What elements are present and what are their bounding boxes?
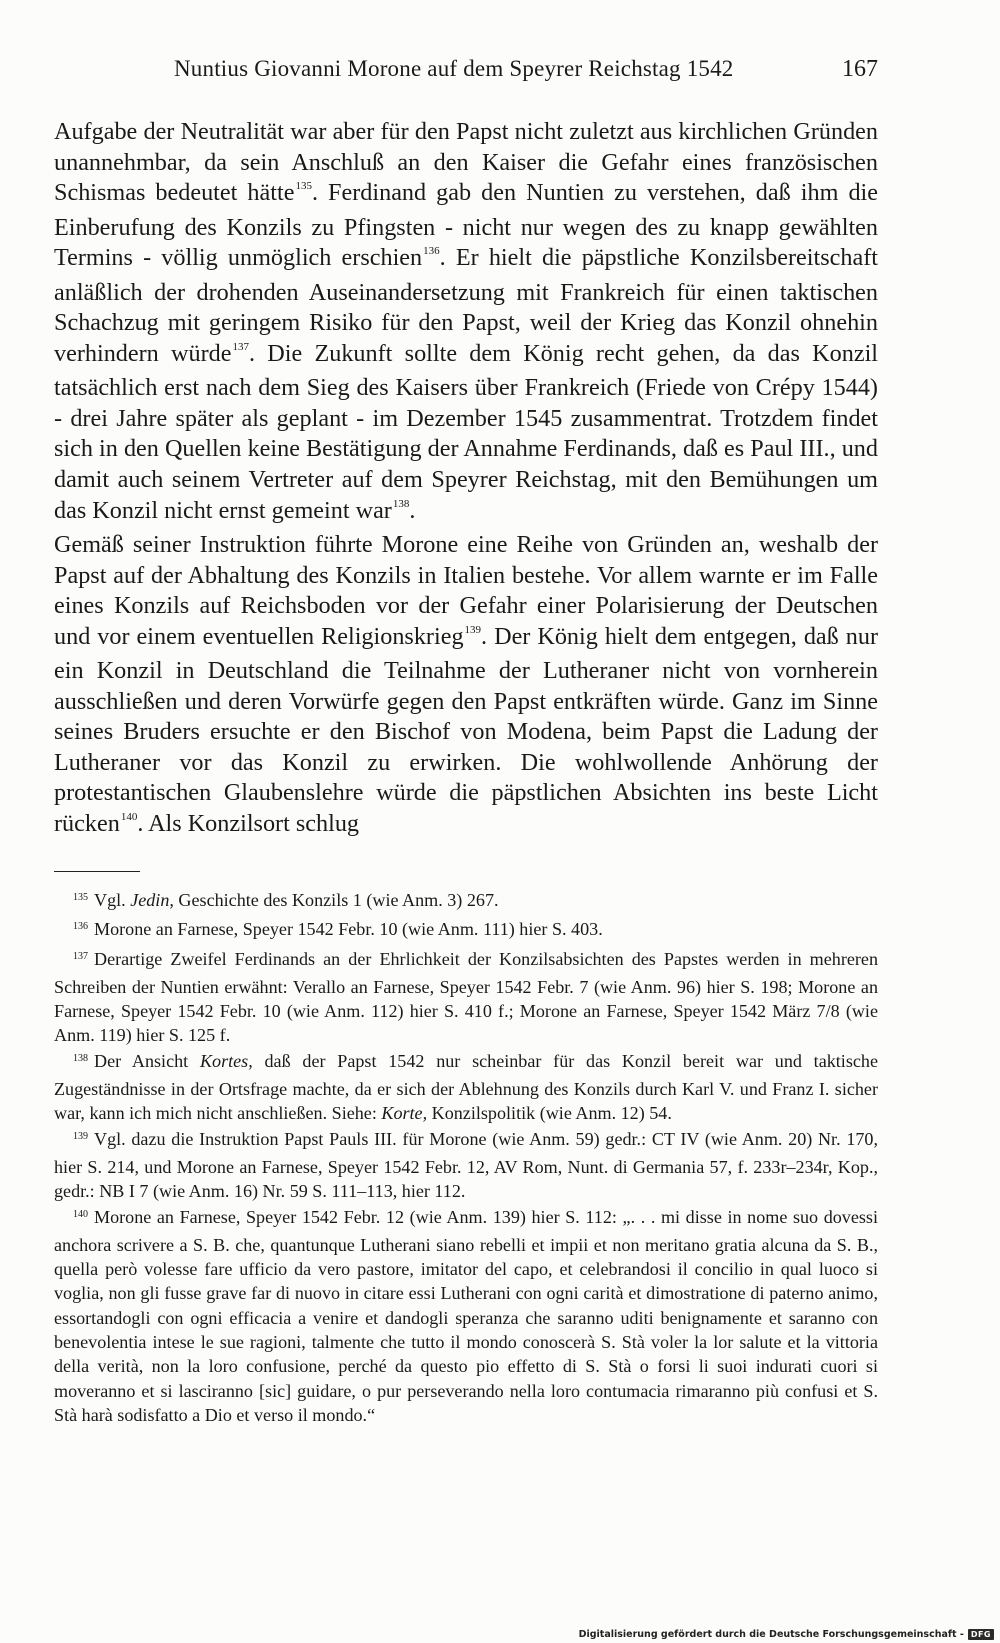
text-run: . Ferdinand gab den Nuntien zu verstehen, daß ihm die Einberufung des Konzils zu Pfingsten - nicht nur wegen des zu knapp gewählten Termins - völlig unmöglich erschien [54, 179, 879, 272]
footnote-ref[interactable]: 139 [464, 623, 482, 636]
text-run: . Die Zukunft sollte dem König recht gehen, da das Konzil tatsächlich erst nach dem Sieg des Kaisers über Frankreich (Friede von Crépy 1544) - drei Jahre später als geplant - im Dezember 1545 zusammentrat. Trotzdem findet sich in den Quellen keine Bestätigung der Annahme Ferdinands, daß es Paul III., und damit auch seinem Vertreter auf dem Speyrer Reichstag, mit den Bemühungen um das Konzil nicht ernst gemeint war [54, 339, 879, 524]
author-name: Korte, [381, 1103, 428, 1124]
footnote-separator [54, 871, 140, 872]
footnote-text: Vgl. [94, 890, 131, 910]
footnote-text: daß der Papst 1542 nur scheinbar für das Konzil bereit war und taktische Zugeständnisse in der Ortsfrage machte, da er sich der Ablehnung des Konzils durch Karl V. und Franz I. sicher war, kann ich mich nicht anschließen. Siehe: [54, 1050, 878, 1124]
text-run: . Er hielt die päpstliche Konzilsbereitschaft anläßlich der drohenden Auseinandersetzung mit Frankreich für einen taktischen Schachzug mit geringem Risiko für den Papst, weil der Krieg das Konzil ohnehin verhindern würde [54, 244, 878, 367]
footnote-ref[interactable]: 137 [232, 340, 249, 353]
footnote-ref[interactable]: 138 [392, 497, 410, 510]
text-run: . Als Konzilsort schlug [137, 810, 360, 838]
footnote [54, 888, 878, 916]
footnote [54, 947, 878, 1048]
text-run: Gemäß seiner Instruktion führte Morone eine Reihe von Gründen an, weshalb der Papst auf der Abhaltung des Konzils in Italien bestehe. Vor allem warnte er im Falle eines Konzils auf Reichsboden vor der Gefahr einer Polarisierung der Deutschen und vor einem eventuellen Religionskrieg [54, 531, 878, 650]
main-text [54, 117, 878, 844]
footnote-ref[interactable]: 136 [423, 245, 440, 258]
author-name: Kortes, [199, 1050, 253, 1071]
running-title: Nuntius Giovanni Morone auf dem Speyrer Reichstag 1542 [174, 56, 734, 81]
text-run: . [409, 496, 416, 524]
digitization-credit [579, 1627, 994, 1641]
footnote-number: 135 [73, 892, 88, 903]
footnote-number: 139 [73, 1130, 88, 1142]
running-header [54, 50, 878, 90]
footnote [54, 1205, 878, 1428]
footnote [54, 917, 878, 945]
footnotes [54, 888, 878, 1428]
credit-text: Digitalisierung gefördert durch die Deutsche Forschungsgemeinschaft - [578, 1628, 964, 1640]
page-number: 167 [842, 56, 878, 82]
author-name: Jedin, [130, 890, 174, 910]
footnote [54, 1049, 878, 1126]
footnote-text: Morone an Farnese, Speyer 1542 Febr. 12 (wie Anm. 139) hier S. 112: „. . . mi disse in nome suo dovessi anchora scrivere a S. B. che, quantunque Lutherani siano rebelli et impii et non meritano gratia alcuna da S. B., quella però volesse fare ufficio da vero pastore, imitator del capo, et celebrandosi il concilio in qual luoco si voglia, non gli fusse grave far di nuovo in citare essi Lutherani con ogni carità et dimostratione di paterno animo, essortandogli con ogni efficacia a venire et dandogli speranza che saranno uditi benignamente et saranno con benevolentia intese le sue ragioni, talmente che tutto il mondo conoscerà S. Stà voler la lor salute et la vittoria della verità, non la loro confusione, perché da questo pio effetto di S. Stà o forsi li suoi indurati cuori si moveranno et si lasciranno [sic] guidare, o pur perseverando nella loro contumacia rimaranno più confusi et S. Stà harà sodisfatto a Dio et verso il mondo.“ [54, 1206, 878, 1425]
footnote-text: Der Ansicht [94, 1050, 200, 1071]
text-run: Aufgabe der Neutralität war aber für den Papst nicht zuletzt aus kirchlichen Gründen unannehmbar, da sein Anschluß an den Kaiser die Gefahr eines französischen Schismas bedeutet hätte [54, 118, 878, 207]
footnote-text: Morone an Farnese, Speyer 1542 Febr. 10 (wie Anm. 111) hier S. 403. [94, 919, 603, 940]
footnote-ref[interactable]: 140 [120, 811, 138, 824]
text-run: . Der König hielt dem entgegen, daß nur ein Konzil in Deutschland die Teilnahme der Lutheraner nicht von vornherein ausschließen und deren Vorwürfe gegen den Papst entkräften würde. Ganz im Sinne seines Bruders ersuchte er den Bischof von Modena, beim Papst die Ladung der Lutheraner vor das Konzil zu erwirken. Die wohlwollende Anhörung der protestantischen Glaubenslehre würde die päpstlichen Absichten ins beste Licht rücken [54, 622, 878, 838]
footnote-text: Geschichte des Konzils 1 (wie Anm. 3) 267. [173, 890, 499, 910]
footnote-number: 138 [73, 1052, 88, 1064]
paragraph-2 [54, 530, 878, 843]
dfg-logo: DFG [968, 1629, 994, 1640]
footnote-text: Vgl. dazu die Instruktion Papst Pauls III. für Morone (wie Anm. 59) gedr.: CT IV (wie Anm. 20) Nr. 170, hier S. 214, und Morone an Farnese, Speyer 1542 Febr. 12, AV Rom, Nunt. di Germania 57, f. 233r–234r, Kop., gedr.: NB I 7 (wie Anm. 16) Nr. 59 S. 111–113, hier 112. [54, 1128, 878, 1202]
footnote [54, 1127, 878, 1204]
footnote-ref[interactable]: 135 [295, 180, 312, 193]
footnote-text: Derartige Zweifel Ferdinands an der Ehrlichkeit der Konzilsabsichten des Papstes werden in mehreren Schreiben der Nuntien erwähnt: Verallo an Farnese, Speyer 1542 Febr. 7 (wie Anm. 96) hier S. 198; Morone an Farnese, Speyer 1542 Febr. 10 (wie Anm. 112) hier S. 410 f.; Morone an Farnese, Speyer 1542 März 7/8 (wie Anm. 119) hier S. 125 f. [54, 948, 878, 1046]
footnote-number: 137 [73, 950, 88, 962]
footnote-text: Konzilspolitik (wie Anm. 12) 54. [427, 1103, 672, 1124]
paragraph-1 [54, 117, 878, 530]
footnote-number: 140 [73, 1208, 88, 1220]
footnote-number: 136 [73, 921, 88, 933]
